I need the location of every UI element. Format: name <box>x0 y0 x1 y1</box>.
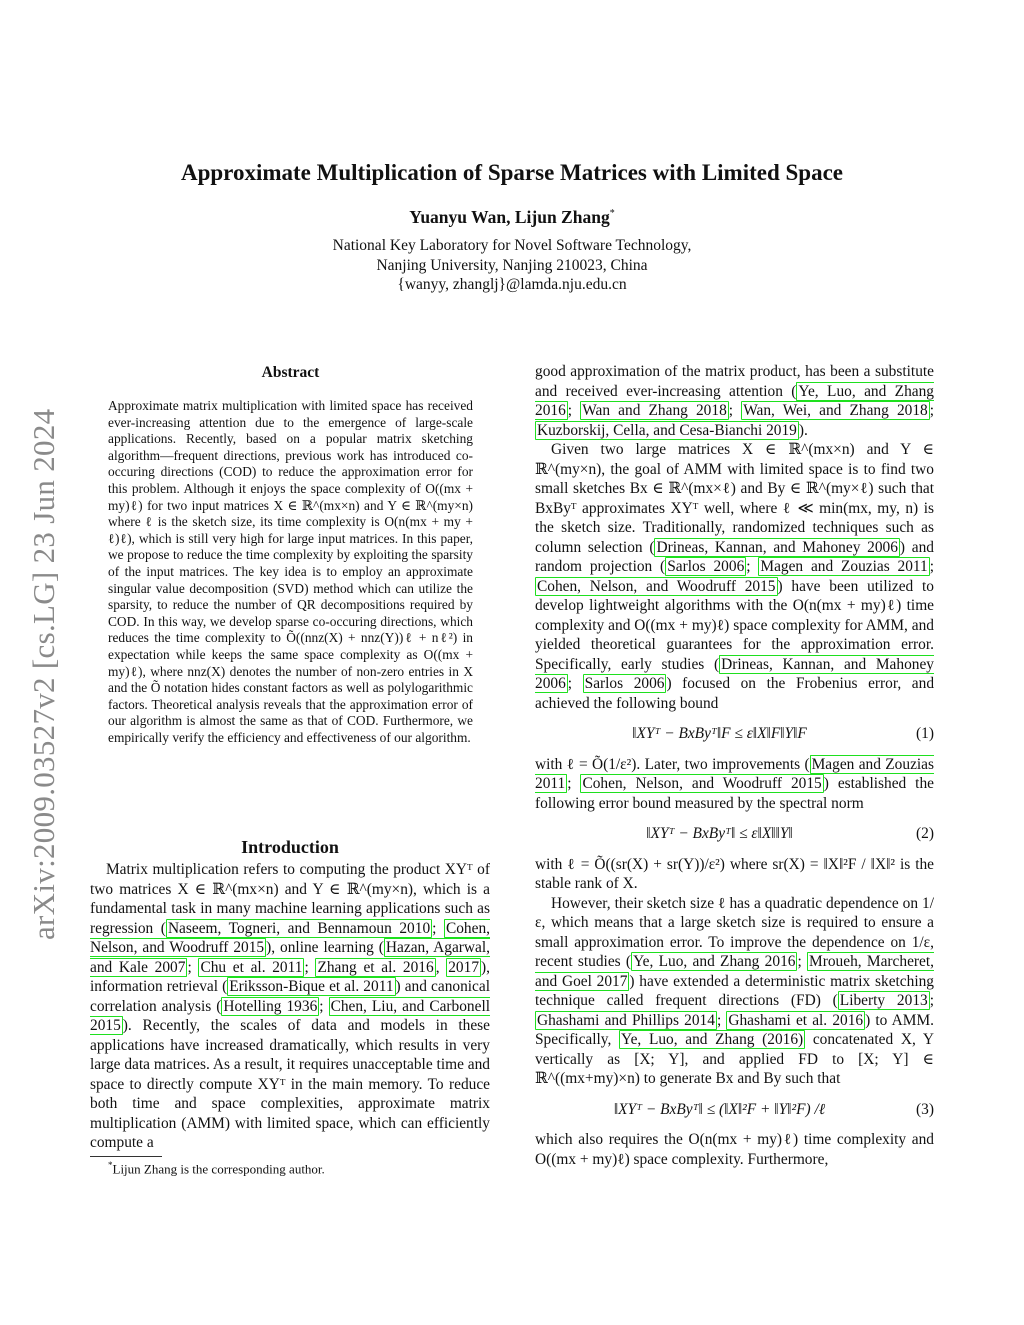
citation-link[interactable]: Ye, Luo, and Zhang 2016 <box>535 382 934 419</box>
citation-link[interactable]: Eriksson-Bique et al. 2011 <box>229 978 394 995</box>
citation-link[interactable]: Wan and Zhang 2018 <box>582 402 727 419</box>
equation-2-body: ‖XYᵀ − BxByᵀ‖ ≤ ε‖X‖‖Y‖ <box>646 825 793 842</box>
body-text: ; <box>728 402 742 419</box>
body-text: ) and random projection ( <box>535 538 934 575</box>
body-text: ; <box>797 953 808 970</box>
intro-text: ), online learning ( <box>266 939 384 956</box>
body-text: ) to AMM. Specifically, <box>535 1011 935 1048</box>
citation-link[interactable]: Hotelling 1936 <box>223 997 318 1015</box>
body-text: concatenated X, Y vertically as [X; Y], and applied FD to [X; Y] ∈ ℝ^((mx+my)×n) to generate Bx and By such that <box>535 1031 935 1087</box>
equation-2-number: (2) <box>916 825 934 842</box>
body-text: ; <box>567 775 581 792</box>
citation-link[interactable]: Naseem, Togneri, and Bennamoun 2010 <box>167 919 431 937</box>
intro-text: ; <box>304 958 316 976</box>
footnote <box>108 1160 325 1177</box>
citation-link[interactable]: Drineas, Kannan, and Mahoney 2006 <box>535 655 934 692</box>
right-paragraph-4: with ℓ = Õ((sr(X) + sr(Y))/ε²) where sr(X) = ‖X‖²F / ‖X‖² is the stable rank of X. <box>535 855 934 892</box>
arxiv-stamp: arXiv:2009.03527v2 [cs.LG] 23 Jun 2024 <box>26 408 61 940</box>
abstract-heading: Abstract <box>261 364 320 381</box>
citation-link[interactable]: Cohen, Nelson, and Woodruff 2015 <box>537 577 776 595</box>
citation-link[interactable]: Magen and Zouzias 2011 <box>760 558 928 575</box>
right-paragraph-2 <box>535 440 934 713</box>
equation-3-body: ‖XYᵀ − BxByᵀ‖ ≤ (‖X‖²F + ‖Y‖²F) /ℓ <box>613 1100 826 1118</box>
intro-text: ), information retrieval ( <box>90 958 490 995</box>
citation-link[interactable]: Sarlos 2006 <box>584 675 665 692</box>
intro-paragraph <box>90 860 490 1153</box>
equation-1-body: ‖XYᵀ − BxByᵀ‖F ≤ ε‖X‖F‖Y‖F <box>632 725 807 742</box>
introduction-heading: Introduction <box>241 837 339 857</box>
citation-link[interactable]: Kuzborskij, Cella, and Cesa-Bianchi 2019 <box>537 421 797 439</box>
citation-link[interactable]: Ye, Luo, and Zhang 2016 <box>633 953 796 970</box>
citation-link[interactable]: Ghashami and Phillips 2014 <box>537 1011 715 1029</box>
affiliation-line-2: Nanjing University, Nanjing 210023, China <box>376 256 648 274</box>
citation-link[interactable]: Wan, Wei, and Zhang 2018 <box>743 402 928 419</box>
body-text: ; <box>716 1011 727 1029</box>
citation-link[interactable]: Ghashami et al. 2016 <box>728 1011 864 1029</box>
intro-text: ; <box>432 919 444 937</box>
intro-text: ) and canonical correlation analysis ( <box>90 978 490 1015</box>
citation-link[interactable]: Chu et al. 2011 <box>200 958 303 976</box>
body-text: Given two large matrices X ∈ ℝ^(mx×n) and Y ∈ ℝ^(my×n), the goal of AMM with limited space is to find two small sketches Bx ∈ ℝ^(mx×ℓ) and By ∈ ℝ^(my×ℓ) such that BxByᵀ approximates XYᵀ well, where ℓ ≪ min(mx, my, n) is the sketch size. Traditionally, randomized techniques such as column selection ( <box>535 441 934 556</box>
equation-1-number: (1) <box>916 725 934 742</box>
body-text: However, their sketch size ℓ has a quadratic dependence on 1/ε, which means that a large sketch size is required to ensure a small approximation error. To improve the dependence on 1/ε, recent studies ( <box>535 894 934 970</box>
author-line <box>0 207 1024 228</box>
footnote-text: Lijun Zhang is the corresponding author. <box>112 1161 325 1177</box>
body-text: ) focused on the Frobenius error, and achieved the following bound <box>535 675 935 712</box>
intro-text: , <box>435 958 447 976</box>
paper-title: Approximate Multiplication of Sparse Matrices with Limited Space <box>180 160 844 185</box>
equation-1 <box>535 724 934 744</box>
right-paragraph-6: which also requires the O(n(mx + my)ℓ) time complexity and O((mx + my)ℓ) space complexity. Furthermore, <box>535 1131 934 1168</box>
citation-link[interactable]: Sarlos 2006 <box>667 558 745 575</box>
footnote-mark: * <box>108 1160 113 1170</box>
body-text: ) established the following error bound measured by the spectral norm <box>535 775 934 812</box>
citation-link[interactable]: Hazan, Agarwal, and Kale 2007 <box>90 939 490 976</box>
citation-link[interactable]: Cohen, Nelson, and Woodruff 2015 <box>90 919 490 956</box>
citation-link[interactable]: Chen, Liu, and Carbonell 2015 <box>90 997 491 1034</box>
author-footnote-mark: * <box>609 208 615 220</box>
equation-3-number: (3) <box>916 1100 934 1118</box>
citation-link[interactable]: 2017 <box>448 958 480 976</box>
citation-link[interactable]: Magen and Zouzias 2011 <box>535 755 934 792</box>
abstract-body <box>108 398 473 746</box>
citation-link[interactable]: Zhang et al. 2016 <box>317 958 434 976</box>
body-text: ) have extended a deterministic matrix sketching technique called frequent directions (FD) ( <box>535 972 934 1009</box>
equation-2 <box>535 824 934 844</box>
footnote-rule <box>90 1156 162 1157</box>
intro-text: ; <box>319 997 329 1015</box>
body-text: ). <box>798 421 808 439</box>
author-names: Yuanyu Wan, Lijun Zhang <box>409 207 610 227</box>
citation-link[interactable]: Cohen, Nelson, and Woodruff 2015 <box>582 775 822 792</box>
equation-3 <box>535 1100 934 1120</box>
intro-text: ). Recently, the scales of data and models in these applications have increased dramatically, which results in very large data matrices. As a result, it requires unacceptable time and space to directly compute XYᵀ in the main memory. To reduce both time and space complexities, approximate matrix multiplication (AMM) with limited space, which can efficiently compute a <box>90 1017 490 1151</box>
right-paragraph-1 <box>535 362 934 440</box>
affiliation-line-1: National Key Laboratory for Novel Software Technology, <box>332 237 692 254</box>
body-text: ; <box>567 675 583 692</box>
citation-link[interactable]: Drineas, Kannan, and Mahoney 2006 <box>656 538 898 556</box>
right-paragraph-3 <box>535 755 934 814</box>
citation-link[interactable]: Mroueh, Marcheret, and Goel 2017 <box>535 953 934 990</box>
body-text: ; <box>567 402 581 419</box>
affiliation <box>0 236 1024 295</box>
introduction-body <box>90 860 490 1153</box>
body-text: ; <box>929 558 935 575</box>
right-column <box>535 362 934 1169</box>
right-paragraph-5 <box>535 894 934 1089</box>
body-text: ; <box>746 558 759 575</box>
citation-link[interactable]: Liberty 2013 <box>839 992 928 1009</box>
body-text: ) have been utilized to develop lightweight algorithms with the O(n(mx + my)ℓ) time complexity and O((mx + my)ℓ) space complexity for AMM, and yielded theoretical guarantees for the approximation error. Specifically, early studies ( <box>535 577 934 673</box>
body-text: good approximation of the matrix product, has been a substitute and received ever-increasing attention ( <box>535 363 934 400</box>
body-text: ; <box>929 992 934 1009</box>
body-text: ; <box>929 402 935 419</box>
citation-link[interactable]: Ye, Luo, and Zhang (2016) <box>621 1031 804 1048</box>
affiliation-email: {wanyy, zhanglj}@lamda.nju.edu.cn <box>397 276 627 293</box>
abstract-text: Approximate matrix multiplication with limited space has received ever-increasing attention due to the emergence of large-scale applications. Recently, based on a popular matrix sketching algorithm—frequent directions, previous work has introduced co-occuring directions (COD) to reduce the approximation error for this problem. Although it enjoys the space complexity of O((mx + my)ℓ) for two input matrices X ∈ ℝ^(mx×n) and Y ∈ ℝ^(my×n) where ℓ is the sketch size, its time complexity is O(n(mx + my + ℓ)ℓ), which is still very high for large input matrices. In this paper, we propose to reduce the time complexity by exploiting the sparsity of the input matrices. The key idea is to employ an approximate singular value decomposition (SVD) method which can utilize the sparsity, to reduce the number of QR decompositions required by COD. In this way, we develop sparse co-occuring directions, which reduces the time complexity to Õ((nnz(X) + nnz(Y))ℓ + nℓ²) in expectation while keeps the same space complexity as O((mx + my)ℓ), where nnz(X) denotes the number of non-zero entries in X and the Õ notation hides constant factors as well as polylogarithmic factors. Theoretical analysis reveals that the approximation error of our algorithm is almost the same as that of COD. Furthermore, we empirically verify the efficiency and effectiveness of our algorithm. <box>108 398 473 745</box>
intro-text: ; <box>187 958 199 976</box>
intro-text: Matrix multiplication refers to computing the product XYᵀ of two matrices X ∈ ℝ^(mx×n) and Y ∈ ℝ^(my×n), which is a fundamental task in many machine learning applications such as regression ( <box>90 861 490 937</box>
body-text: with ℓ = Õ(1/ε²). Later, two improvements ( <box>535 755 810 773</box>
